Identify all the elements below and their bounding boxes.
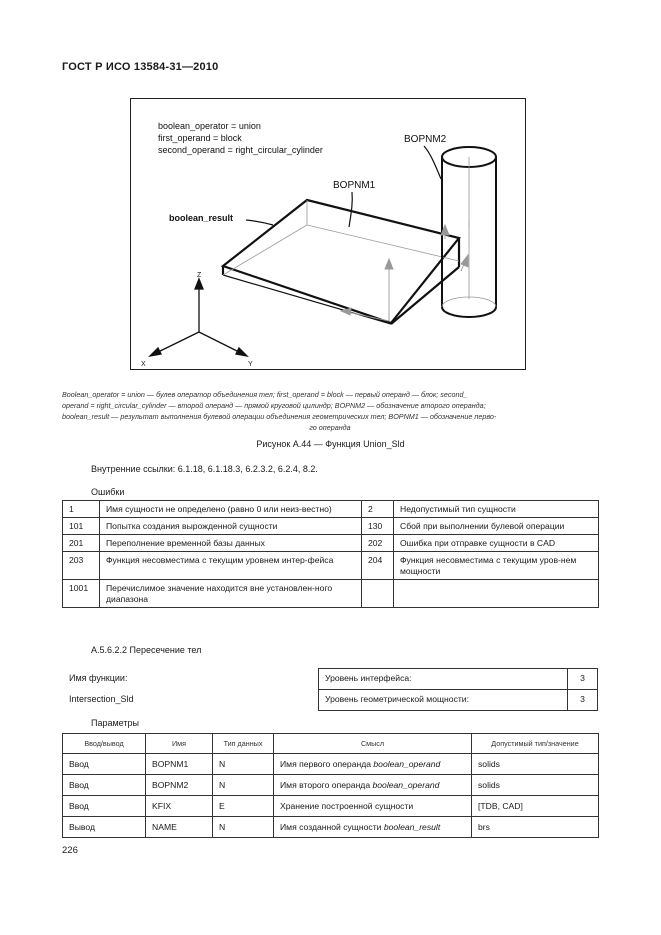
- error-code: 201: [63, 535, 100, 552]
- param-allowed: [TDB, CAD]: [472, 796, 599, 817]
- table-header-row: [63, 734, 599, 754]
- column-header: Имя: [146, 734, 213, 754]
- param-allowed: brs: [472, 817, 599, 838]
- error-text: Попытка создания вырожденной сущности: [100, 518, 362, 535]
- error-code: 1001: [63, 580, 100, 608]
- code-line-2: first_operand = block: [158, 133, 242, 143]
- error-code: [362, 580, 394, 608]
- cylinder-shape: [442, 147, 496, 317]
- meaning-text: Хранение построенной сущности: [280, 801, 414, 811]
- error-code: 130: [362, 518, 394, 535]
- error-text: Перечислимое значение находится вне установлен-ного диапазона: [100, 580, 362, 608]
- table-row: [63, 518, 599, 535]
- error-text: Сбой при выполнении булевой операции: [394, 518, 599, 535]
- table-row: [63, 501, 599, 518]
- param-meaning: [274, 817, 472, 838]
- column-header: Ввод/вывод: [63, 734, 146, 754]
- figure-drawing: [131, 99, 527, 371]
- param-io: Вывод: [63, 817, 146, 838]
- param-name: NAME: [146, 817, 213, 838]
- legend-line-2: operand = right_circular_cylinder — второй операнд — прямой круговой цилиндр; BOPNM2 — обозначение второго операнда;: [62, 401, 486, 410]
- errors-table: [62, 500, 599, 608]
- figure-title: Рисунок А.44 — Функция Union_Sld: [256, 439, 405, 449]
- error-text: Переполнение временной базы данных: [100, 535, 362, 552]
- param-io: Ввод: [63, 796, 146, 817]
- axis-x-label: X: [141, 361, 146, 368]
- meaning-italic: boolean_result: [383, 822, 441, 832]
- error-text: Имя сущности не определено (равно 0 или неиз-вестно): [100, 501, 362, 518]
- param-allowed: solids: [472, 775, 599, 796]
- column-header: Допустимый тип/значение: [472, 734, 599, 754]
- code-line-1: boolean_operator = union: [158, 121, 261, 131]
- error-code: 202: [362, 535, 394, 552]
- meaning-text: Имя первого операнда: [280, 759, 374, 769]
- subsection-title: А.5.6.2.2 Пересечение тел: [91, 645, 202, 655]
- table-row: [63, 754, 599, 775]
- legend-line-1: Boolean_operator = union — булев оператор объединения тел; first_operand = block — первый операнд — блок; second_: [62, 390, 468, 399]
- table-row: [319, 669, 598, 690]
- error-code: 1: [63, 501, 100, 518]
- meaning-text: Имя второго операнда: [280, 780, 373, 790]
- figure-union-sld: [130, 98, 526, 370]
- error-code: 204: [362, 552, 394, 580]
- param-meaning: [274, 775, 472, 796]
- legend-line-3: boolean_result — результат выполнения булевой операции объединения геометрических тел; BOPNM1 — обозначение перво-: [62, 412, 497, 421]
- column-header: Смысл: [274, 734, 472, 754]
- param-io: Ввод: [63, 775, 146, 796]
- error-code: 101: [63, 518, 100, 535]
- meaning-italic: boolean_operand: [373, 759, 441, 769]
- param-type: N: [213, 775, 274, 796]
- error-text: Функция несовместима с текущим уров-нем мощности: [394, 552, 599, 580]
- error-text: Ошибка при отправке сущности в CAD: [394, 535, 599, 552]
- axis-y-label: Y: [248, 361, 253, 368]
- param-type: N: [213, 817, 274, 838]
- table-row: [63, 535, 599, 552]
- level-label: Уровень геометрической мощности:: [319, 690, 568, 711]
- param-type: E: [213, 796, 274, 817]
- table-row: [63, 796, 599, 817]
- param-io: Ввод: [63, 754, 146, 775]
- function-name-label: Имя функции:: [69, 673, 128, 683]
- legend-line-4: го операнда: [309, 423, 351, 432]
- function-name-value: Intersection_Sld: [69, 694, 134, 704]
- table-row: [63, 817, 599, 838]
- level-value: 3: [568, 669, 598, 690]
- world-axes: [150, 279, 247, 356]
- meaning-text: Имя созданной сущности: [280, 822, 384, 832]
- error-text: [394, 580, 599, 608]
- error-text: Недопустимый тип сущности: [394, 501, 599, 518]
- label-boolean-result: boolean_result: [169, 213, 234, 223]
- errors-heading: Ошибки: [91, 487, 125, 497]
- param-meaning: [274, 796, 472, 817]
- column-header: Тип данных: [213, 734, 274, 754]
- label-bopnm2: BOPNM2: [404, 134, 447, 145]
- params-table: [62, 733, 599, 838]
- params-heading: Параметры: [91, 718, 139, 728]
- document-header: ГОСТ Р ИСО 13584-31—2010: [62, 61, 219, 73]
- param-allowed: solids: [472, 754, 599, 775]
- label-bopnm1: BOPNM1: [333, 180, 376, 191]
- param-name: BOPNM1: [146, 754, 213, 775]
- error-text: Функция несовместима с текущим уровнем интер-фейса: [100, 552, 362, 580]
- table-row: [63, 580, 599, 608]
- table-row: [319, 690, 598, 711]
- levels-table: [318, 668, 598, 711]
- param-type: N: [213, 754, 274, 775]
- block-shape: [223, 200, 459, 324]
- error-code: 203: [63, 552, 100, 580]
- table-row: [63, 775, 599, 796]
- level-value: 3: [568, 690, 598, 711]
- figure-legend: [62, 389, 598, 433]
- param-meaning: [274, 754, 472, 775]
- param-name: BOPNM2: [146, 775, 213, 796]
- level-label: Уровень интерфейса:: [319, 669, 568, 690]
- axis-z-label: Z: [197, 272, 202, 279]
- param-name: KFIX: [146, 796, 213, 817]
- internal-references: Внутренние ссылки: 6.1.18, 6.1.18.3, 6.2.3.2, 6.2.4, 8.2.: [91, 464, 318, 474]
- page-number: 226: [62, 845, 78, 856]
- table-row: [63, 552, 599, 580]
- code-line-3: second_operand = right_circular_cylinder: [158, 145, 323, 155]
- meaning-italic: boolean_operand: [372, 780, 440, 790]
- error-code: 2: [362, 501, 394, 518]
